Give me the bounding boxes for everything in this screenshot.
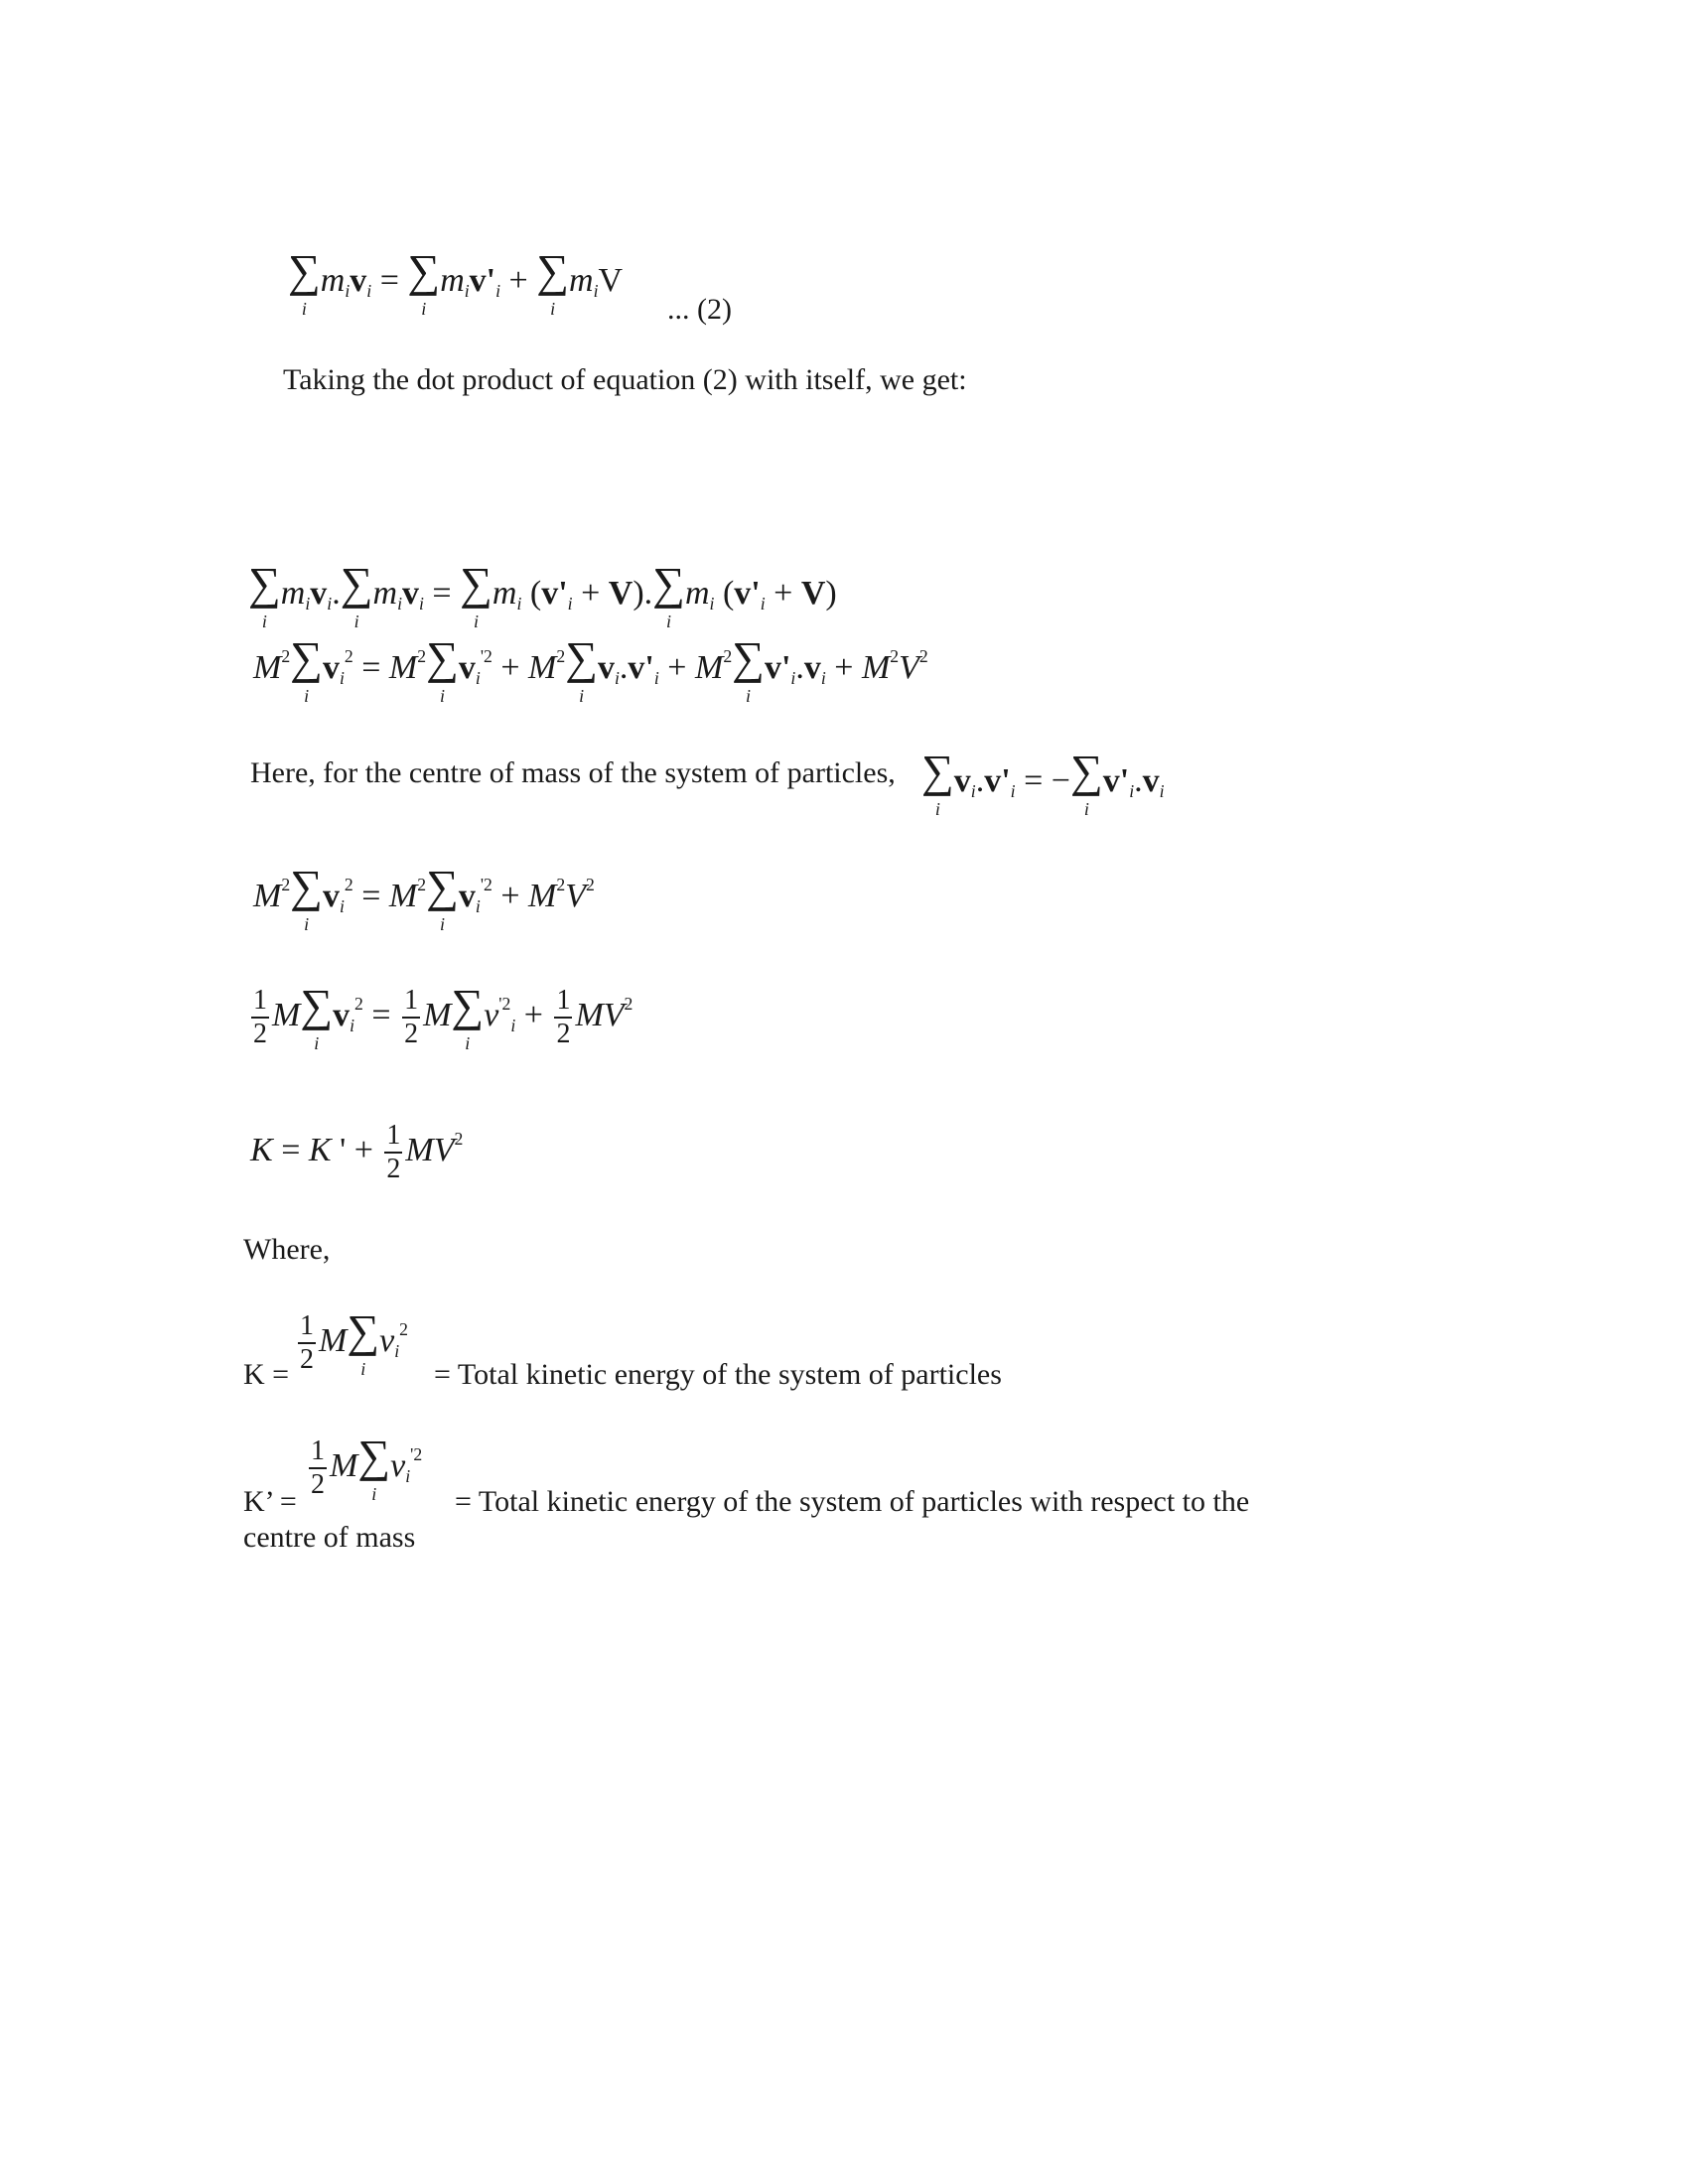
expanded-equation: $M^2\sum$ i $v_i^2 = M^2\sum$ i $v_i^{'2} + M^2\sum$ i $v_i.v'_i + M^2\sum$ i $v'_i.v_i + M^2V^2$	[253, 632, 928, 706]
k-definition: $\frac{1}{2}$ M∑ i $v_i^2$	[300, 1305, 408, 1379]
dot-product-intro: Taking the dot product of equation (2) with itself, we get:	[283, 363, 967, 396]
equation-2: ∑ i $m_iv_i$ = ∑ i $m_iv'_i$ + ∑ i $m_iV$	[288, 245, 624, 319]
centre-of-mass-relation: ∑ i $v_i.v'_i$ = −∑ i $v'_i.v_i$	[921, 746, 1165, 819]
where-label: Where,	[243, 1233, 331, 1266]
simplified-equation: $M^2\sum$ i $v_i^2 = M^2\sum$ i $v_i^{'2} + M^2V^2$	[253, 861, 595, 934]
centre-of-mass-intro: Here, for the centre of mass of the system of particles,	[250, 756, 896, 789]
k-label: K =	[243, 1358, 290, 1391]
kinetic-energy-equation: K = K ' + $\frac{1}{2}$ $MV^2$	[250, 1120, 464, 1184]
kprime-definition: $\frac{1}{2}$ M∑ i $v_i^{'2}$	[311, 1431, 423, 1504]
equation-2-number: ... (2)	[667, 293, 732, 326]
k-description: = Total kinetic energy of the system of particles	[434, 1358, 1002, 1391]
kprime-description-continued: centre of mass	[243, 1521, 416, 1554]
half-mass-equation: $\frac{1}{2}$ M∑ i $v_i^2$ = $\frac{1}{2}$ M∑ i $v^{'2}_i$ + $\frac{1}{2}$ $MV^2$	[253, 980, 633, 1053]
kprime-label: K’ =	[243, 1485, 297, 1518]
dot-product-equation: ∑ i $m_iv_i.\sum$ i $m_iv_i$ = ∑ i $m_i$ $(v'_i + V).\sum$ i $m_i$ $(v'_i + V)$	[248, 558, 837, 631]
kprime-description: = Total kinetic energy of the system of particles with respect to the	[455, 1485, 1250, 1518]
